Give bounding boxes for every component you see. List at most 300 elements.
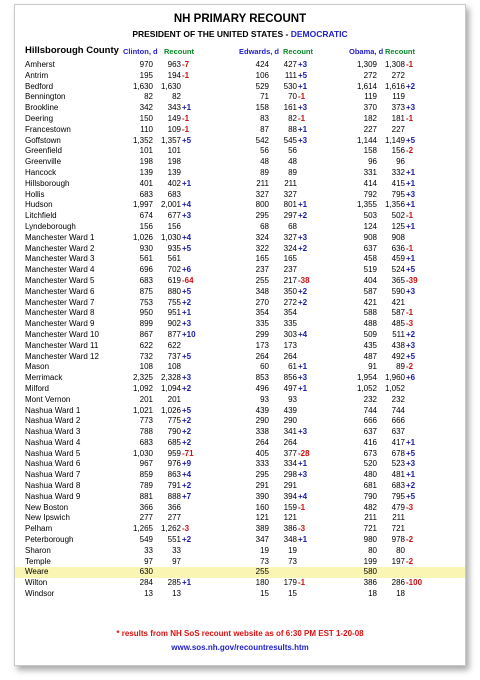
clinton-diff: +2 xyxy=(182,535,192,545)
obama-recount: 332 xyxy=(391,167,405,177)
edwards-recount: 56 xyxy=(288,146,297,156)
obama-diff: +1 xyxy=(406,167,416,177)
obama-recount: 523 xyxy=(391,459,405,469)
edwards-diff: +1 xyxy=(298,124,308,134)
obama-recount: 744 xyxy=(391,405,405,415)
town-name: Manchester Ward 7 xyxy=(25,297,95,307)
clinton-original: 930 xyxy=(139,243,153,253)
edwards-recount: 217 xyxy=(283,275,297,285)
obama-original: 80 xyxy=(368,545,377,555)
clinton-recount: 976 xyxy=(167,459,181,469)
town-name: Milford xyxy=(25,383,50,393)
obama-original: 416 xyxy=(363,437,377,447)
edwards-original: 327 xyxy=(255,189,269,199)
obama-diff: -1 xyxy=(406,243,414,253)
clinton-original: 277 xyxy=(139,513,153,523)
edwards-original: 93 xyxy=(260,394,269,404)
obama-diff: +1 xyxy=(406,221,416,231)
clinton-diff: -3 xyxy=(182,524,190,534)
town-name: Temple xyxy=(25,556,51,566)
clinton-original: 110 xyxy=(140,124,153,134)
clinton-original: 549 xyxy=(139,535,153,545)
clinton-original: 342 xyxy=(139,103,153,113)
clinton-original: 967 xyxy=(139,459,153,469)
obama-diff: +3 xyxy=(406,286,416,296)
obama-recount: 80 xyxy=(396,545,405,555)
town-name: Hollis xyxy=(25,189,45,199)
obama-diff: -1 xyxy=(406,211,414,221)
town-name: Amherst xyxy=(25,60,55,69)
clinton-diff: +10 xyxy=(182,329,196,339)
edwards-original: 529 xyxy=(255,81,269,91)
edwards-original: 71 xyxy=(260,92,269,102)
obama-diff: -39 xyxy=(406,275,418,285)
obama-recount: 481 xyxy=(391,470,405,480)
clinton-original: 674 xyxy=(139,211,153,221)
obama-recount: 636 xyxy=(391,243,405,253)
town-name: Nashua Ward 4 xyxy=(25,437,81,447)
table-row xyxy=(15,179,465,190)
clinton-diff: +4 xyxy=(182,232,192,242)
town-name: Bedford xyxy=(25,81,54,91)
clinton-original: 1,021 xyxy=(132,405,153,415)
table-row xyxy=(15,92,465,103)
obama-original: 1,052 xyxy=(356,383,377,393)
town-name: Manchester Ward 12 xyxy=(25,351,99,361)
edwards-diff: +1 xyxy=(298,535,308,545)
town-name: Nashua Ward 2 xyxy=(25,416,81,426)
edwards-recount: 264 xyxy=(283,351,297,361)
edwards-recount: 68 xyxy=(288,221,297,231)
edwards-diff: +1 xyxy=(298,459,308,469)
clinton-recount: 82 xyxy=(172,92,181,102)
clinton-original: 773 xyxy=(139,416,153,426)
clinton-recount: 902 xyxy=(167,319,181,329)
edwards-recount: 48 xyxy=(288,157,297,167)
clinton-original: 622 xyxy=(139,340,153,350)
header-clinton: Clinton, d xyxy=(123,47,158,56)
obama-diff: +1 xyxy=(406,178,416,188)
table-row xyxy=(15,308,465,319)
clinton-recount: 551 xyxy=(167,535,181,545)
clinton-original: 683 xyxy=(139,189,153,199)
edwards-recount: 386 xyxy=(283,524,297,534)
obama-original: 1,954 xyxy=(356,373,377,383)
edwards-recount: 298 xyxy=(283,470,297,480)
clinton-original: 33 xyxy=(144,545,153,555)
edwards-original: 15 xyxy=(260,589,269,599)
obama-original: 1,614 xyxy=(356,81,377,91)
edwards-diff: +3 xyxy=(298,60,308,69)
edwards-original: 89 xyxy=(260,167,269,177)
table-row xyxy=(15,578,465,589)
clinton-original: 82 xyxy=(144,92,153,102)
edwards-recount: 15 xyxy=(288,589,297,599)
edwards-original: 56 xyxy=(260,146,269,156)
obama-original: 520 xyxy=(363,459,377,469)
clinton-recount: 2,001 xyxy=(160,200,181,210)
clinton-original: 156 xyxy=(139,221,153,231)
edwards-original: 800 xyxy=(255,200,269,210)
edwards-original: 68 xyxy=(260,221,269,231)
edwards-original: 290 xyxy=(255,416,269,426)
obama-original: 488 xyxy=(363,319,377,329)
edwards-diff: +2 xyxy=(298,286,308,296)
obama-diff: +1 xyxy=(406,470,416,480)
clinton-original: 150 xyxy=(139,113,153,123)
clinton-diff: +1 xyxy=(182,103,192,113)
clinton-recount: 737 xyxy=(167,351,181,361)
obama-recount: 485 xyxy=(391,319,405,329)
obama-original: 587 xyxy=(363,286,377,296)
clinton-original: 683 xyxy=(139,437,153,447)
edwards-recount: 334 xyxy=(283,459,297,469)
table-row xyxy=(15,589,465,600)
obama-diff: -2 xyxy=(406,556,414,566)
clinton-recount: 13 xyxy=(172,589,181,599)
clinton-diff: +5 xyxy=(182,243,192,253)
obama-diff: +5 xyxy=(406,448,416,458)
obama-diff: +1 xyxy=(406,200,416,210)
clinton-recount: 149 xyxy=(167,113,181,123)
edwards-diff: -1 xyxy=(298,113,306,123)
edwards-original: 335 xyxy=(255,319,269,329)
obama-original: 721 xyxy=(363,524,377,534)
edwards-original: 255 xyxy=(255,275,269,285)
edwards-recount: 61 xyxy=(288,362,297,372)
edwards-diff: +3 xyxy=(298,373,308,383)
edwards-diff: +3 xyxy=(298,470,308,480)
clinton-recount: 402 xyxy=(167,178,181,188)
edwards-original: 439 xyxy=(255,405,269,415)
edwards-original: 173 xyxy=(255,340,269,350)
town-name: Merrimack xyxy=(25,373,63,383)
edwards-recount: 297 xyxy=(283,211,297,221)
page-subtitle xyxy=(15,29,465,39)
clinton-original: 732 xyxy=(139,351,153,361)
obama-recount: 96 xyxy=(396,157,405,167)
obama-original: 458 xyxy=(363,254,377,264)
obama-recount: 415 xyxy=(391,178,405,188)
edwards-original: 542 xyxy=(255,135,269,145)
obama-recount: 590 xyxy=(391,286,405,296)
table-row xyxy=(15,503,465,514)
clinton-original: 1,265 xyxy=(132,524,153,534)
obama-recount: 1,356 xyxy=(384,200,405,210)
edwards-diff: +3 xyxy=(298,135,308,145)
obama-recount: 511 xyxy=(392,329,405,339)
clinton-original: 13 xyxy=(144,589,153,599)
edwards-recount: 348 xyxy=(283,535,297,545)
obama-recount: 125 xyxy=(391,221,405,231)
edwards-recount: 377 xyxy=(283,448,297,458)
town-name: Manchester Ward 8 xyxy=(25,308,95,318)
clinton-diff: +2 xyxy=(182,437,192,447)
obama-original: 980 xyxy=(363,535,377,545)
obama-recount: 1,149 xyxy=(384,135,405,145)
table-row xyxy=(15,211,465,222)
edwards-diff: +4 xyxy=(298,491,308,501)
clinton-recount: 622 xyxy=(167,340,181,350)
clinton-recount: 685 xyxy=(167,437,181,447)
obama-recount: 492 xyxy=(391,351,405,361)
edwards-original: 48 xyxy=(260,157,269,167)
obama-diff: +2 xyxy=(406,329,416,339)
header-recount-clinton: Recount xyxy=(164,47,194,56)
edwards-original: 237 xyxy=(255,265,269,275)
obama-recount: 908 xyxy=(391,232,405,242)
town-name: New Boston xyxy=(25,502,69,512)
table-row xyxy=(15,254,465,265)
town-name: Mason xyxy=(25,362,50,372)
edwards-recount: 290 xyxy=(283,416,297,426)
obama-diff: +6 xyxy=(406,373,416,383)
obama-original: 673 xyxy=(363,448,377,458)
obama-original: 666 xyxy=(363,416,377,426)
clinton-original: 1,997 xyxy=(132,200,153,210)
obama-original: 18 xyxy=(368,589,377,599)
page-title: NH PRIMARY RECOUNT xyxy=(173,13,307,25)
obama-recount: 678 xyxy=(391,448,405,458)
edwards-recount: 121 xyxy=(283,513,297,523)
clinton-diff: +2 xyxy=(182,481,192,491)
obama-original: 1,309 xyxy=(356,60,377,69)
table-row xyxy=(15,146,465,157)
obama-diff: +1 xyxy=(406,254,416,264)
obama-recount: 227 xyxy=(391,124,405,134)
obama-recount: 795 xyxy=(391,189,405,199)
edwards-recount: 291 xyxy=(283,481,297,491)
edwards-recount: 327 xyxy=(283,189,297,199)
footer-url[interactable]: www.sos.nh.gov/recountresults.htm xyxy=(171,643,309,652)
table-row xyxy=(15,524,465,535)
obama-original: 503 xyxy=(363,211,377,221)
obama-recount: 978 xyxy=(391,535,405,545)
edwards-recount: 89 xyxy=(288,167,297,177)
clinton-recount: 791 xyxy=(167,481,181,491)
obama-diff: +3 xyxy=(406,189,416,199)
clinton-original: 561 xyxy=(139,254,153,264)
table-row xyxy=(15,449,465,460)
table-row xyxy=(15,60,465,71)
town-name: Nashua Ward 7 xyxy=(25,470,81,480)
obama-recount: 666 xyxy=(391,416,405,426)
table-row xyxy=(15,341,465,352)
clinton-recount: 702 xyxy=(167,265,181,275)
table-row xyxy=(15,265,465,276)
edwards-recount: 165 xyxy=(283,254,297,264)
clinton-original: 683 xyxy=(139,275,153,285)
obama-diff: -3 xyxy=(406,319,414,329)
edwards-diff: -28 xyxy=(298,448,310,458)
clinton-recount: 880 xyxy=(167,286,181,296)
obama-recount: 89 xyxy=(396,362,405,372)
clinton-diff: +2 xyxy=(182,416,192,426)
table-row xyxy=(15,513,465,524)
table-row xyxy=(15,567,465,578)
clinton-recount: 1,357 xyxy=(160,135,181,145)
clinton-original: 753 xyxy=(139,297,153,307)
obama-original: 404 xyxy=(363,275,377,285)
obama-diff: +5 xyxy=(406,491,416,501)
edwards-original: 255 xyxy=(255,567,269,577)
edwards-diff: +1 xyxy=(298,200,308,210)
edwards-recount: 272 xyxy=(283,297,297,307)
obama-recount: 587 xyxy=(391,308,405,318)
clinton-original: 899 xyxy=(139,319,153,329)
edwards-recount: 173 xyxy=(283,340,297,350)
edwards-original: 389 xyxy=(255,524,269,534)
table-row xyxy=(15,136,465,147)
obama-diff: -1 xyxy=(406,113,414,123)
clinton-diff: +6 xyxy=(182,265,192,275)
town-name: Manchester Ward 2 xyxy=(25,243,95,253)
table-row xyxy=(15,362,465,373)
edwards-recount: 303 xyxy=(283,329,297,339)
town-name: Sharon xyxy=(25,545,51,555)
edwards-recount: 335 xyxy=(283,319,297,329)
obama-recount: 197 xyxy=(391,556,405,566)
clinton-original: 198 xyxy=(139,157,153,167)
obama-recount: 1,616 xyxy=(384,81,405,91)
table-row xyxy=(15,384,465,395)
clinton-recount: 951 xyxy=(167,308,181,318)
edwards-recount: 801 xyxy=(283,200,297,210)
edwards-original: 19 xyxy=(260,545,269,555)
clinton-diff: +1 xyxy=(182,578,192,588)
table-row xyxy=(15,481,465,492)
clinton-diff: +3 xyxy=(182,319,192,329)
town-name: Francestown xyxy=(25,124,71,134)
edwards-diff: +2 xyxy=(298,297,308,307)
clinton-original: 201 xyxy=(139,394,153,404)
clinton-original: 630 xyxy=(139,567,153,577)
clinton-original: 108 xyxy=(139,362,153,372)
edwards-recount: 856 xyxy=(283,373,297,383)
table-row xyxy=(15,287,465,298)
edwards-diff: -3 xyxy=(298,524,306,534)
clinton-recount: 775 xyxy=(167,416,181,426)
table-row xyxy=(15,492,465,503)
edwards-recount: 19 xyxy=(288,545,297,555)
town-name: Peterborough xyxy=(25,535,74,545)
clinton-original: 1,030 xyxy=(132,448,153,458)
clinton-original: 2,325 xyxy=(132,373,153,383)
edwards-recount: 237 xyxy=(283,265,297,275)
clinton-original: 970 xyxy=(139,60,153,69)
edwards-original: 83 xyxy=(260,113,269,123)
table-row xyxy=(15,557,465,568)
clinton-diff: +2 xyxy=(182,427,192,437)
obama-original: 792 xyxy=(363,189,377,199)
obama-original: 1,355 xyxy=(356,200,377,210)
clinton-diff: -64 xyxy=(182,275,194,285)
obama-diff: +2 xyxy=(406,81,416,91)
edwards-original: 270 xyxy=(255,297,269,307)
table-row xyxy=(15,190,465,201)
clinton-recount: 33 xyxy=(172,545,181,555)
obama-original: 158 xyxy=(363,146,377,156)
obama-recount: 721 xyxy=(391,524,405,534)
obama-diff: -3 xyxy=(406,502,414,512)
edwards-original: 264 xyxy=(255,351,269,361)
header-recount-obama: Recount xyxy=(385,47,415,56)
obama-original: 386 xyxy=(363,578,377,588)
table-row xyxy=(15,459,465,470)
town-name: Wilton xyxy=(25,578,48,588)
edwards-diff: +1 xyxy=(298,81,308,91)
edwards-original: 347 xyxy=(255,535,269,545)
edwards-recount: 82 xyxy=(288,113,297,123)
edwards-original: 324 xyxy=(255,232,269,242)
clinton-diff: +4 xyxy=(182,470,192,480)
town-name: Goffstown xyxy=(25,135,61,145)
header-edwards: Edwards, d xyxy=(239,47,280,56)
county-header: Hillsborough County xyxy=(25,45,119,56)
clinton-recount: 198 xyxy=(167,157,181,167)
subtitle-main: PRESIDENT OF THE UNITED STATES - xyxy=(132,29,291,39)
edwards-diff: +3 xyxy=(298,103,308,113)
edwards-recount: 354 xyxy=(283,308,297,318)
obama-original: 232 xyxy=(363,394,377,404)
town-name: Mont Vernon xyxy=(25,394,71,404)
obama-original: 119 xyxy=(364,92,377,102)
obama-recount: 181 xyxy=(391,113,405,123)
town-name: Nashua Ward 6 xyxy=(25,459,81,469)
clinton-diff: +9 xyxy=(182,459,192,469)
table-row xyxy=(15,416,465,427)
table-row xyxy=(15,71,465,82)
clinton-recount: 877 xyxy=(167,329,181,339)
clinton-diff: -1 xyxy=(182,113,190,123)
edwards-original: 87 xyxy=(260,124,269,134)
clinton-recount: 285 xyxy=(167,578,181,588)
edwards-recount: 264 xyxy=(283,437,297,447)
town-name: Hancock xyxy=(25,167,57,177)
edwards-diff: -38 xyxy=(298,275,310,285)
edwards-original: 264 xyxy=(255,437,269,447)
obama-recount: 683 xyxy=(391,481,405,491)
clinton-recount: 790 xyxy=(167,427,181,437)
clinton-recount: 1,094 xyxy=(160,383,181,393)
subtitle-party: DEMOCRATIC xyxy=(290,29,348,39)
obama-diff: +1 xyxy=(406,437,416,447)
town-name: Manchester Ward 11 xyxy=(25,340,99,350)
town-name: Nashua Ward 3 xyxy=(25,427,81,437)
clinton-diff: +3 xyxy=(182,373,192,383)
table-row xyxy=(15,276,465,287)
obama-original: 370 xyxy=(363,103,377,113)
edwards-diff: +2 xyxy=(298,211,308,221)
clinton-original: 195 xyxy=(139,70,153,80)
obama-original: 211 xyxy=(364,513,377,523)
obama-recount: 524 xyxy=(391,265,405,275)
table-row xyxy=(15,535,465,546)
edwards-diff: -1 xyxy=(298,92,306,102)
obama-recount: 286 xyxy=(391,578,405,588)
document-page xyxy=(14,4,466,666)
table-row xyxy=(15,200,465,211)
edwards-diff: -1 xyxy=(298,578,306,588)
town-name: Nashua Ward 1 xyxy=(25,405,81,415)
edwards-recount: 530 xyxy=(283,81,297,91)
edwards-original: 291 xyxy=(255,481,269,491)
clinton-diff: +1 xyxy=(182,178,192,188)
table-row xyxy=(15,352,465,363)
edwards-diff: +3 xyxy=(298,232,308,242)
obama-recount: 211 xyxy=(392,513,405,523)
town-name: Nashua Ward 5 xyxy=(25,448,81,458)
